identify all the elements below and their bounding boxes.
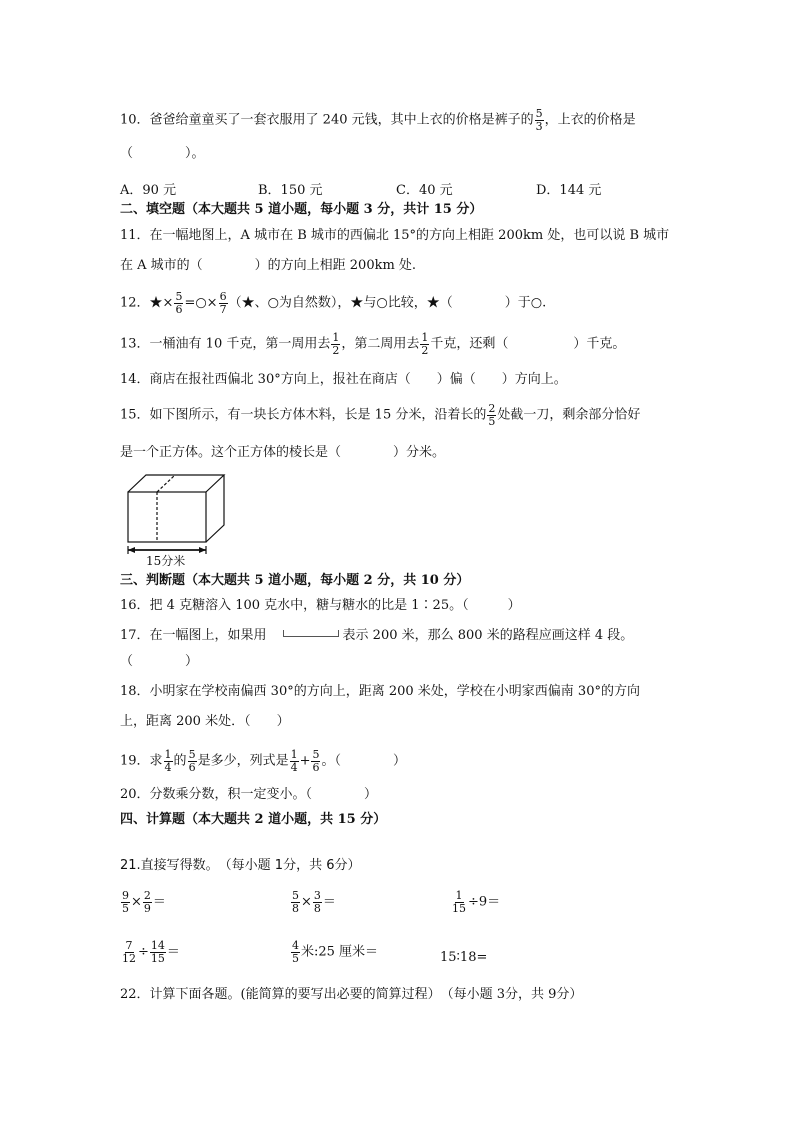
q19-fraction-3: $\frac{1}{4}$ bbox=[290, 748, 298, 774]
q15-fraction: $\frac{2}{5}$ bbox=[488, 402, 496, 428]
q19-fraction-1: $\frac{1}{4}$ bbox=[164, 748, 172, 774]
cuboid-length-label: 15分米 bbox=[146, 554, 186, 568]
q10-fraction: $\frac{5}{3}$ bbox=[535, 107, 543, 133]
q10-stem-a: 10．爸爸给童童买了一套衣服用了 240 元钱，其中上衣的价格是裤子的 bbox=[120, 112, 534, 128]
q12-suffix: （★、○为自然数），★与○比较，★（ ）于○. bbox=[228, 295, 547, 311]
question-18-line2: 上，距离 200 米处．（ ） bbox=[120, 714, 290, 729]
cut-line-top bbox=[157, 475, 175, 492]
calc-expression-3 bbox=[450, 890, 500, 914]
question-18-line1: 18．小明家在学校南偏西 30°的方向上，距离 200 米处，学校在小明家西偏南 30°的方向 bbox=[120, 684, 640, 699]
calc4-fraction-b: $\frac{14}{15}$ bbox=[150, 939, 165, 965]
calc3-tail: ÷9＝ bbox=[468, 894, 501, 910]
section-4-title: 四、计算题（本大题共 2 道小题，共 15 分） bbox=[120, 812, 387, 827]
cuboid-top-face bbox=[128, 475, 224, 492]
calc5-fraction: $\frac{4}{5}$ bbox=[292, 939, 299, 965]
q19-part-d: 。（ ） bbox=[321, 753, 406, 769]
calc2-fraction-b: $\frac{3}{8}$ bbox=[313, 889, 321, 915]
calc5-tail: 米:25 厘米＝ bbox=[301, 944, 379, 960]
q19-plus: + bbox=[299, 753, 311, 769]
q12-fraction-1: $\frac{5}{6}$ bbox=[175, 290, 183, 316]
q12-fraction-2: $\frac{6}{7}$ bbox=[219, 290, 227, 316]
q13-part-a: 13．一桶油有 10 千克，第一周用去 bbox=[120, 336, 331, 352]
q15-part-a: 15．如下图所示，有一块长方体木料，长是 15 分米，沿着长的 bbox=[120, 407, 487, 423]
calc4-fraction-a: $\frac{7}{12}$ bbox=[122, 939, 136, 965]
calc3-fraction: $\frac{1}{15}$ bbox=[452, 889, 466, 915]
calc-expression-5 bbox=[290, 940, 378, 964]
question-14: 14．商店在报社西偏北 30°方向上，报社在商店（ ）偏（ ）方向上。 bbox=[120, 372, 567, 387]
scale-segment-icon bbox=[283, 630, 339, 637]
calc2-op: × bbox=[301, 894, 312, 910]
calc2-fraction-a: $\frac{5}{8}$ bbox=[292, 889, 299, 915]
q13-part-c: 千克，还剩（ ）千克。 bbox=[430, 336, 626, 352]
q13-fraction-2: $\frac{1}{2}$ bbox=[421, 331, 429, 357]
calc1-fraction-b: $\frac{2}{9}$ bbox=[143, 889, 151, 915]
section-2-title: 二、填空题（本大题共 5 道小题，每小题 3 分，共计 15 分） bbox=[120, 202, 483, 217]
calc2-eq: ＝ bbox=[322, 894, 336, 910]
question-12 bbox=[120, 291, 546, 315]
calc4-eq: ＝ bbox=[166, 944, 180, 960]
question-20: 20．分数乘分数，积一定变小。（ ） bbox=[120, 787, 378, 802]
section-3-title: 三、判断题（本大题共 5 道小题，每小题 2 分，共 10 分） bbox=[120, 573, 470, 588]
q10-option-d: D．144 元 bbox=[536, 183, 602, 198]
q17-part-a: 17．在一幅图上，如果用 bbox=[120, 628, 267, 643]
question-21-title: 21.直接写得数。 （每小题 1分，共 6分） bbox=[120, 858, 361, 873]
q19-part-c: 是多少，列式是 bbox=[197, 753, 289, 769]
cuboid-front-face bbox=[128, 492, 206, 542]
calc4-op: ÷ bbox=[138, 944, 149, 960]
question-19 bbox=[120, 749, 406, 773]
question-11-line1: 11．在一幅地图上，A 城市在 B 城市的西偏北 15°的方向上相距 200km 处，也可以说 B 城市 bbox=[120, 228, 670, 243]
question-15-line1 bbox=[120, 403, 640, 427]
question-22-title: 22．计算下面各题。(能简算的要写出必要的简算过程） （每小题 3分，共 9分） bbox=[120, 987, 583, 1002]
question-13 bbox=[120, 332, 625, 356]
question-17 bbox=[120, 629, 633, 642]
q17-part-b: 表示 200 米，那么 800 米的路程应画这样 4 段。 bbox=[342, 628, 634, 643]
question-11-line2: 在 A 城市的（ ）的方向上相距 200km 处. bbox=[120, 258, 417, 273]
q19-part-a: 19．求 bbox=[120, 753, 163, 769]
q19-fraction-4: $\frac{5}{6}$ bbox=[312, 748, 320, 774]
question-16: 16．把 4 克糖溶入 100 克水中，糖与糖水的比是 1∶25。（ ） bbox=[120, 598, 521, 613]
q13-fraction-1: $\frac{1}{2}$ bbox=[332, 331, 340, 357]
q19-fraction-2: $\frac{5}{6}$ bbox=[188, 748, 196, 774]
question-15-line2: 是一个正方体。这个正方体的棱长是（ ）分米。 bbox=[120, 445, 446, 460]
calc-expression-1 bbox=[120, 890, 166, 914]
question-10-answer-paren: （ ）。 bbox=[120, 146, 205, 161]
cuboid-side-face bbox=[206, 475, 224, 542]
dimension-arrow-left bbox=[128, 547, 135, 553]
q19-part-b: 的 bbox=[173, 753, 187, 769]
q10-stem-b: ，上衣的价格是 bbox=[544, 112, 636, 128]
calc1-fraction-a: $\frac{9}{5}$ bbox=[122, 889, 129, 915]
calc-expression-2 bbox=[290, 890, 336, 914]
calc-expression-6: 15∶18= bbox=[440, 950, 488, 965]
q10-option-b: B．150 元 bbox=[258, 183, 323, 198]
q15-part-b: 处截一刀，剩余部分恰好 bbox=[497, 407, 641, 423]
calc1-eq: ＝ bbox=[152, 894, 166, 910]
question-10-line1 bbox=[120, 108, 636, 132]
q12-prefix: 12．★× bbox=[120, 295, 174, 311]
q12-mid: =○× bbox=[184, 295, 218, 311]
q13-part-b: ，第二周用去 bbox=[341, 336, 420, 352]
q10-option-a: A．90 元 bbox=[120, 183, 177, 198]
question-17-paren: （ ） bbox=[120, 654, 199, 669]
calc1-op: × bbox=[131, 894, 142, 910]
dimension-arrow-right bbox=[199, 547, 206, 553]
calc-expression-4 bbox=[120, 940, 180, 964]
q10-option-c: C．40 元 bbox=[396, 183, 453, 198]
